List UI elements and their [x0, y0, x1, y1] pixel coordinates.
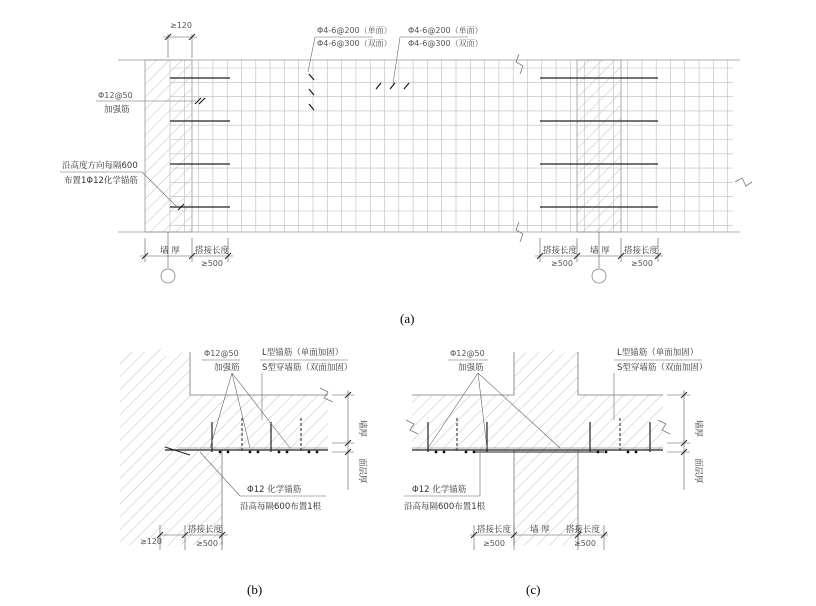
lap-length-right-b: 搭接长度 — [624, 246, 659, 256]
layer-thickness-c: 面层厚 — [693, 458, 703, 484]
chem-anchor-c: Φ12 化学锚筋 — [412, 485, 467, 495]
break-mark-right — [735, 178, 752, 186]
axis-bubble-left — [161, 269, 175, 283]
leader-mesh-left — [308, 37, 315, 72]
chem-anchor-b: Φ12 化学锚筋 — [247, 485, 302, 495]
rebar-name-label: 加强筋 — [104, 105, 130, 115]
chem-spacing-c: 沿高每隔600布置1根 — [404, 502, 486, 512]
layer-thickness-b: 面层厚 — [357, 458, 367, 484]
wall-b-hatch — [120, 347, 328, 545]
lap-min-b: ≥500 — [196, 539, 218, 548]
rebar-spec-c: Φ12@50 — [450, 349, 485, 358]
wall-thickness-c-h: 墙 厚 — [530, 525, 550, 535]
wall-thickness-b: 墙厚 — [357, 420, 367, 438]
wall-thickness-right: 墙 厚 — [590, 246, 610, 256]
mesh-double-label-right: Φ4-6@300（双面） — [408, 39, 483, 48]
dim-120-b: ≥120 — [140, 537, 162, 546]
axis-bubble-right — [592, 269, 606, 283]
lap-min-left: ≥500 — [201, 259, 223, 268]
rebar-spec-label: Φ12@50 — [98, 91, 133, 100]
diagram-c — [404, 347, 707, 597]
lap-min-c-right: ≥500 — [574, 539, 596, 548]
mesh-double-label: Φ4-6@300（双面） — [317, 39, 392, 48]
lap-min-right-b: ≥500 — [631, 259, 653, 268]
caption-c: (c) — [526, 582, 541, 597]
lap-length-left: 搭接长度 — [195, 246, 230, 256]
l-anchor-b: L型锚筋（单面加固） — [262, 348, 344, 358]
rebar-name-c: 加强筋 — [458, 363, 484, 373]
anchor-line2: 布置1Φ12化学锚筋 — [64, 176, 138, 186]
rebar-spec-b: Φ12@50 — [204, 349, 239, 358]
lap-length-c-right: 搭接长度 — [566, 525, 601, 535]
lap-length-b: 搭接长度 — [188, 525, 223, 535]
anchor-line1: 沿高度方向每隔600 — [62, 161, 138, 171]
left-wall-hatch — [145, 60, 192, 232]
dim-120-label: ≥120 — [170, 21, 192, 30]
s-through-label-c: S型穿墙筋（双面加固） — [617, 363, 708, 373]
wall-c-hatch — [412, 347, 663, 545]
caption-b: (b) — [247, 582, 263, 597]
diagram-b — [120, 347, 368, 597]
break-mark-top — [516, 54, 523, 74]
s-through-label-b: S型穿墙筋（双面加固） — [262, 363, 353, 373]
diagram-a — [60, 21, 752, 326]
lap-min-c-left: ≥500 — [483, 539, 505, 548]
rebar-name-b: 加强筋 — [214, 363, 240, 373]
rebar-dots-b — [219, 451, 319, 454]
lap-length-c-left: 搭接长度 — [477, 525, 512, 535]
steel-mesh-grid — [170, 60, 733, 232]
mesh-single-label-right: Φ4-6@200（单面） — [408, 26, 483, 35]
lap-min-right-a: ≥500 — [551, 259, 573, 268]
lap-length-right-a: 搭接长度 — [543, 246, 578, 256]
wall-thickness-c: 墙厚 — [693, 420, 703, 438]
wall-thickness-left: 墙 厚 — [160, 246, 180, 256]
mesh-single-label: Φ4-6@200（单面） — [317, 26, 392, 35]
l-anchor-c: L型锚筋（单面加固） — [617, 348, 699, 358]
caption-a: (a) — [400, 311, 415, 326]
chem-spacing-b: 沿高每隔600布置1根 — [240, 502, 322, 512]
